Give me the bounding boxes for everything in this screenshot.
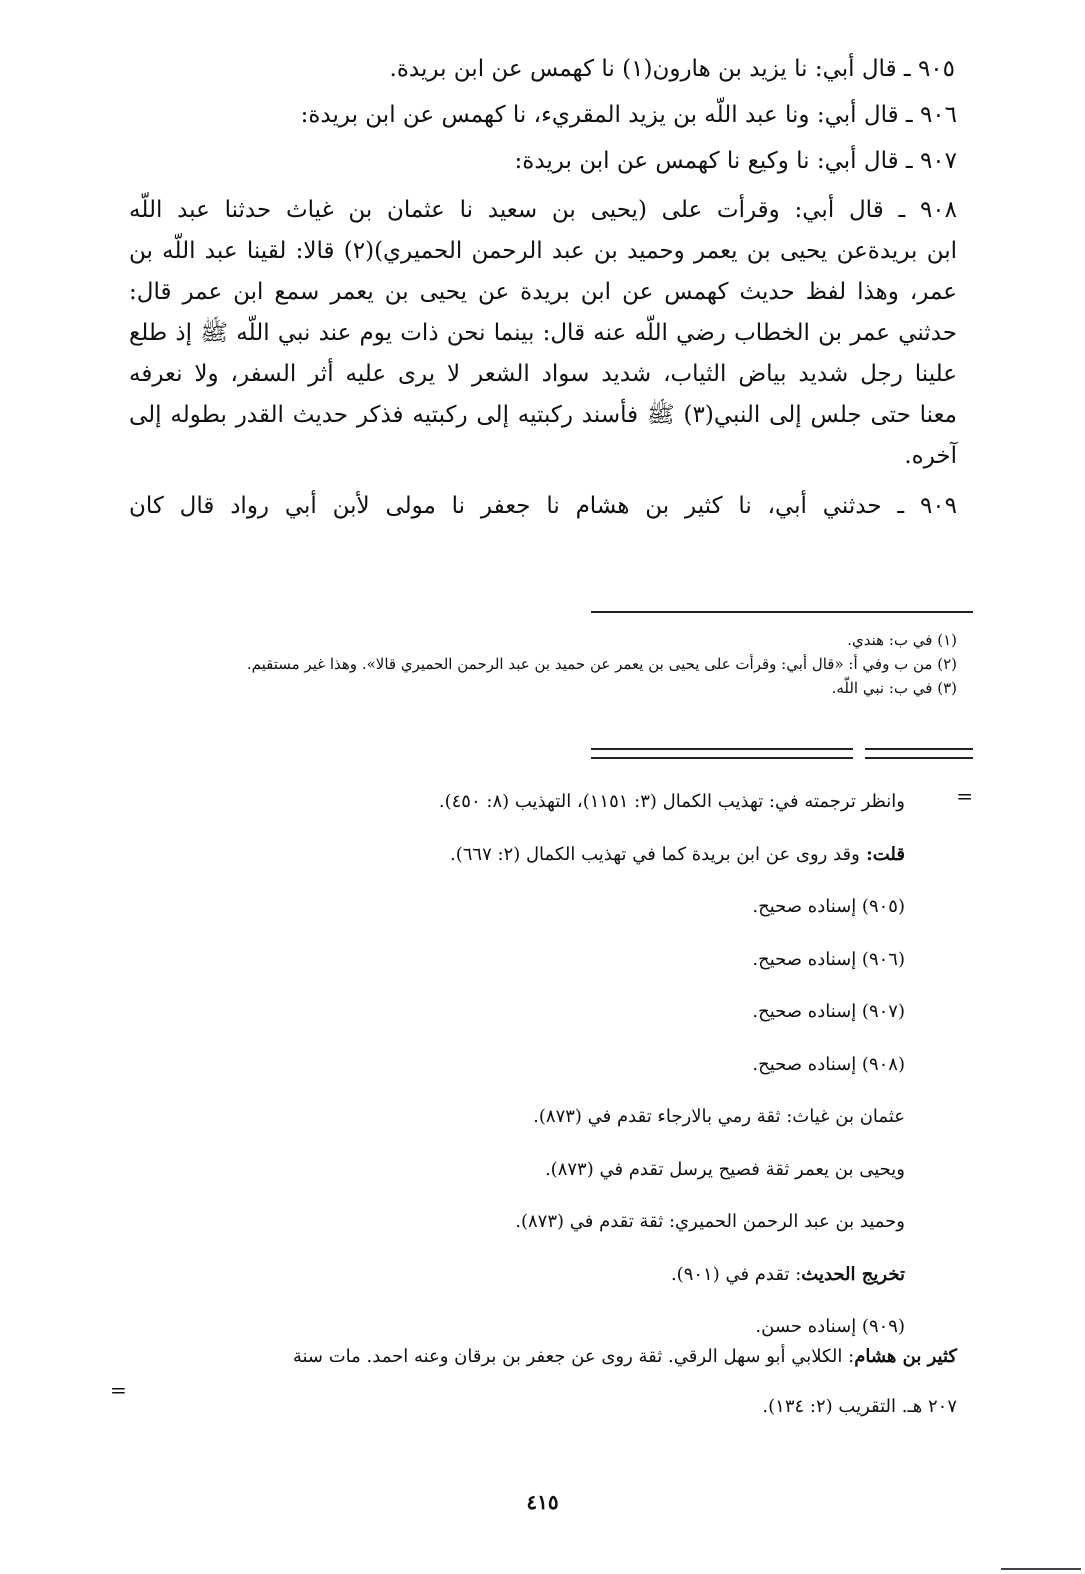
hadith-908-line-5: علينا رجل شديد بياض الثياب، شديد سواد الشعر لا يرى عليه أثر السفر، ولا نعرفه [129, 361, 957, 387]
footnote-1: (١) في ب: هندي. [847, 631, 957, 649]
continuation-mark-top: = [956, 784, 973, 808]
continuation-mark-bottom: = [110, 1378, 127, 1402]
footnotes [117, 628, 957, 700]
commentary-text: (٩٠٨) إسناده صحيح. [752, 1053, 905, 1075]
commentary-text: (٩٠٩) إسناده حسن. [755, 1316, 905, 1337]
corner-scan-mark [1001, 1568, 1081, 1570]
main-text [129, 52, 957, 523]
hadith-908-line-2: ابن بريدةعن يحيى بن يعمر وحميد بن عبد الرحمن الحميري)(٢) قالا: لقينا عبد اللّه بن [129, 238, 958, 264]
commentary-text: ويحيى بن يعمر ثقة فصيح يرسل تقدم في (٨٧٣). [544, 1158, 905, 1180]
commentary-bold-prefix: كثير بن هشام [854, 1346, 957, 1367]
hadith-907: ٩٠٧ ـ قال أبي: نا وكيع نا كهمس عن ابن بريدة: [514, 148, 957, 174]
commentary-line [125, 1249, 905, 1302]
hadith-908-line-3: عمر، وهذا لفظ حديث كهمس عن ابن بريدة عن يحيى بن يعمر سمع ابن عمر قال: [129, 279, 957, 305]
hadith-908-block [129, 190, 957, 477]
commentary-text: : تقدم في (٩٠١). [670, 1263, 802, 1285]
commentary-line [125, 986, 905, 1039]
commentary-bold-prefix: قلت: [859, 843, 905, 865]
commentary-text: (٩٠٧) إسناده صحيح. [752, 1001, 905, 1022]
commentary-text: وحميد بن عبد الرحمن الحميري: ثقة تقدم في (٨٧٣). [515, 1211, 905, 1232]
commentary-line [125, 776, 905, 829]
commentary-line [125, 829, 905, 882]
commentary-line [125, 1144, 905, 1197]
commentary-line [125, 1091, 905, 1144]
commentary-wide-line [129, 1332, 957, 1382]
commentary-bold-prefix: تخريج الحديث [801, 1263, 905, 1285]
hadith-905: ٩٠٥ ـ قال أبي: نا يزيد بن هارون(١) نا كهمس عن ابن بريدة. [389, 56, 955, 82]
commentary-line [125, 1039, 905, 1092]
commentary-wide [129, 1332, 957, 1432]
footnote-2: (٢) من ب وفي أ: «قال أبي: وقرأت على يحيى بن يعمر عن حميد بن عبد الرحمن الحميري قالا». وهذا غير مستقيم. [246, 655, 957, 673]
commentary-text: وانظر ترجمته في: تهذيب الكمال (٣: ١١٥١)، التهذيب (٨: ٤٥٠). [438, 791, 905, 812]
commentary-line [125, 881, 905, 934]
commentary-text: (٩٠٦) إسناده صحيح. [752, 948, 905, 970]
hadith-909: ٩٠٩ ـ حدثني أبي، نا كثير بن هشام نا جعفر نا مولى لأبن أبي رواد قال كان [129, 493, 957, 519]
page-number: ٤١٥ [526, 1490, 559, 1514]
commentary-text: ٢٠٧ هـ. التقريب (٢: ١٣٤). [762, 1396, 957, 1417]
commentary-text: وقد روى عن ابن بريدة كما في تهذيب الكمال (٢: ٦٦٧). [449, 843, 860, 865]
hadith-908-line-4: حدثني عمر بن الخطاب رضي اللّه عنه قال: بينما نحن ذات يوم عند نبي اللّه ﷺ إذ طلع [129, 320, 957, 346]
hadith-908-line-1: ٩٠٨ ـ قال أبي: وقرأت على (يحيى بن سعيد نا عثمان بن غياث حدثنا عبد اللّه [129, 197, 957, 223]
footnote-3: (٣) في ب: نبي اللّه. [831, 679, 957, 697]
commentary-text: : الكلابي أبو سهل الرقي. ثقة روى عن جعفر بن برقان وعنه احمد. مات سنة [292, 1346, 855, 1367]
commentary-text: عثمان بن غياث: ثقة رمي بالارجاء تقدم في (٨٧٣). [533, 1106, 905, 1127]
hadith-908-line-6: معنا حتى جلس إلى النبي(٣) ﷺ فأسند ركبتيه إلى ركبتيه فذكر حديث القدر بطوله إلى [129, 402, 957, 428]
footnote-separator [591, 611, 973, 613]
commentary [125, 776, 905, 1354]
commentary-line [125, 934, 905, 987]
hadith-908-line-7: آخره. [904, 443, 957, 469]
commentary-wide-line [129, 1382, 957, 1432]
commentary-text: (٩٠٥) إسناده صحيح. [752, 896, 905, 917]
commentary-line [125, 1196, 905, 1249]
hadith-906: ٩٠٦ ـ قال أبي: ونا عبد اللّه بن يزيد المقريء، نا كهمس عن ابن بريدة: [300, 102, 957, 128]
